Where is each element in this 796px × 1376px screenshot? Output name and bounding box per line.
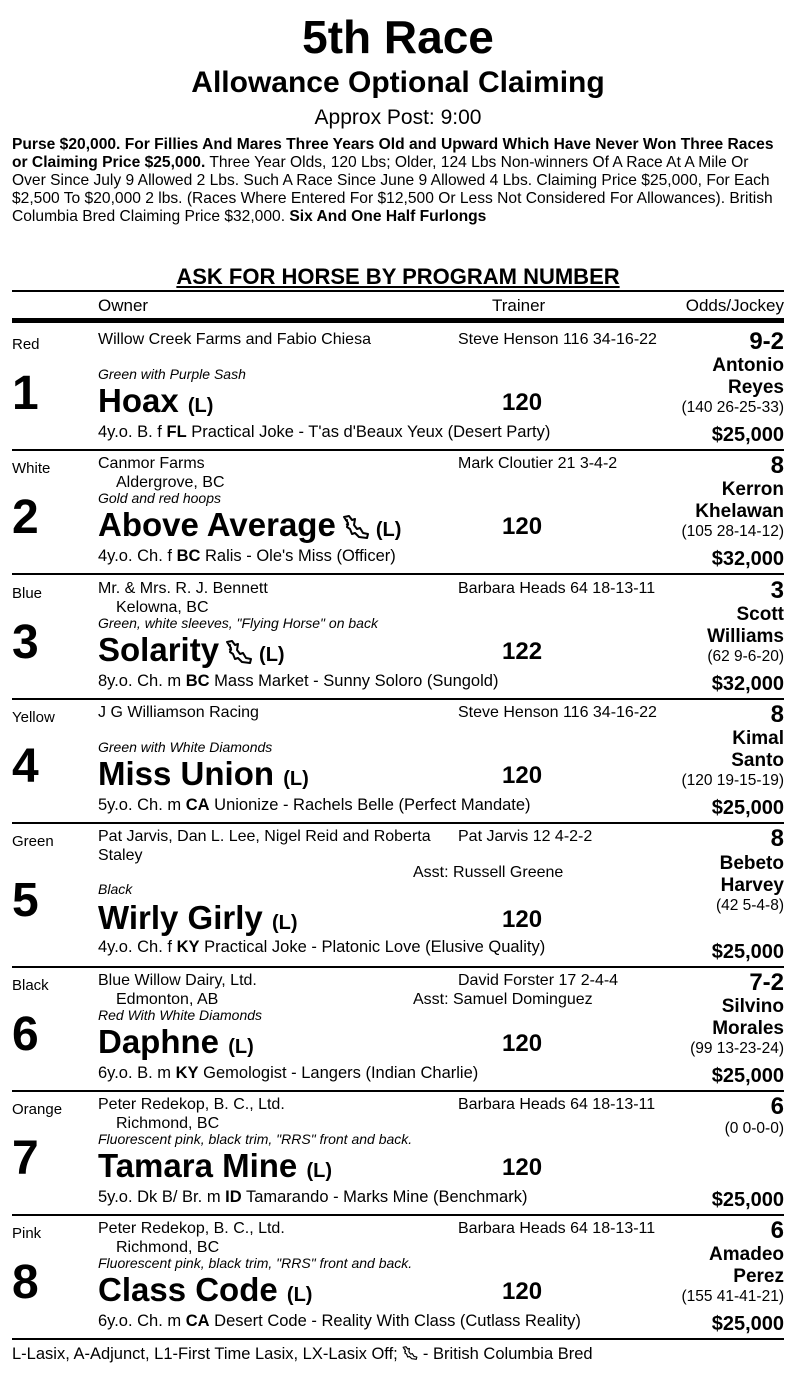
odds-jockey-column-header: Odds/Jockey [685, 296, 784, 315]
pedigree [98, 1063, 478, 1083]
horse-name-text: Daphne [98, 1023, 220, 1060]
pedigree [98, 671, 498, 691]
trainer: Barbara Heads 64 18-13-11 [458, 1220, 656, 1237]
entry-row [12, 450, 784, 574]
saddlecloth-color: Green [12, 833, 54, 850]
jockey-first-name: Scott [736, 604, 784, 625]
owner: Blue Willow Dairy, Ltd. [98, 972, 257, 989]
silks: Fluorescent pink, black trim, "RRS" front and back. [98, 1131, 413, 1147]
breeding-location: KY [176, 938, 200, 956]
saddlecloth-color: Yellow [12, 709, 55, 726]
legend-bc-text: - British Columbia Bred [418, 1345, 593, 1363]
legend [12, 1344, 593, 1364]
horse-name [98, 1271, 312, 1314]
medication: (L) [228, 1036, 254, 1058]
silks: Red With White Diamonds [98, 1007, 263, 1023]
race-subtitle: Allowance Optional Claiming [191, 66, 605, 99]
pedigree [98, 1311, 581, 1331]
medication: (L) [271, 912, 298, 934]
age-sex: 6y.o. B. m [98, 1064, 176, 1082]
sire-dam: Ralis - Ole's Miss (Officer) [200, 547, 396, 565]
horse-name [98, 899, 297, 942]
jockey-last-name: Morales [712, 1018, 784, 1039]
jockey-first-name: Silvino [721, 996, 784, 1017]
race-conditions [12, 136, 784, 226]
post-time: Approx Post: 9:00 [314, 106, 482, 129]
british-columbia-bred-icon [342, 514, 370, 540]
morning-line-odds: 8 [770, 825, 784, 852]
horse-name-text: Solarity [98, 631, 220, 668]
morning-line-odds: 8 [770, 452, 784, 479]
medication: (L) [286, 1284, 313, 1306]
owner-location: Kelowna, BC [116, 599, 209, 616]
trainer: Barbara Heads 64 18-13-11 [458, 1096, 656, 1113]
weight: 120 [502, 1154, 543, 1181]
entry-divider [12, 1338, 784, 1340]
jockey-first-name: Kerron [721, 479, 784, 500]
british-columbia-bred-icon [402, 1345, 418, 1361]
pedigree [98, 1187, 527, 1207]
claiming-price: $32,000 [711, 548, 784, 570]
weight: 120 [502, 906, 543, 933]
horse-name [98, 1147, 332, 1190]
medication: (L) [375, 519, 402, 541]
age-sex: 5y.o. Dk B/ Br. m [98, 1188, 226, 1206]
claiming-price: $25,000 [711, 797, 784, 819]
jockey-stats: (105 28-14-12) [681, 523, 784, 540]
horse-name-text: Wirly Girly [98, 899, 263, 936]
breeding-location: KY [175, 1064, 199, 1082]
owner: Peter Redekop, B. C., Ltd. [98, 1220, 285, 1237]
assistant-trainer: Asst: Samuel Dominguez [413, 991, 593, 1008]
owner-location: Richmond, BC [116, 1115, 220, 1132]
jockey-last-name: Khelawan [695, 501, 784, 522]
claiming-price: $25,000 [711, 424, 784, 446]
weight: 122 [502, 638, 543, 665]
jockey-last-name: Williams [707, 626, 784, 647]
trainer: Barbara Heads 64 18-13-11 [458, 580, 656, 597]
morning-line-odds: 6 [770, 1217, 784, 1244]
saddlecloth-color: Pink [12, 1225, 42, 1242]
sire-dam: Unionize - Rachels Belle (Perfect Mandate) [209, 796, 531, 814]
jockey-last-name: Santo [731, 750, 784, 771]
age-sex: 4y.o. Ch. f [98, 547, 177, 565]
claiming-price: $25,000 [711, 1189, 784, 1211]
saddlecloth-color: Red [12, 336, 40, 353]
sire-dam: Gemologist - Langers (Indian Charlie) [198, 1064, 479, 1082]
program-number: 7 [12, 1132, 39, 1185]
pedigree [98, 937, 545, 957]
program-number: 8 [12, 1256, 39, 1309]
silks: Green, white sleeves, "Flying Horse" on back [98, 615, 378, 631]
claiming-price: $25,000 [711, 1065, 784, 1087]
jockey-stats: (120 19-15-19) [681, 772, 784, 789]
program-number: 5 [12, 874, 39, 927]
program-number: 2 [12, 491, 39, 544]
owner-location: Aldergrove, BC [116, 474, 225, 491]
horse-name [98, 755, 309, 798]
owner-location: Richmond, BC [116, 1239, 220, 1256]
saddlecloth-color: Black [12, 977, 49, 994]
sire-dam: Practical Joke - T'as d'Beaux Yeux (Desert Party) [186, 423, 551, 441]
silks: Green with Purple Sash [98, 366, 246, 382]
jockey-stats: (155 41-41-21) [681, 1288, 784, 1305]
banner-rule [12, 290, 784, 292]
weight: 120 [502, 1278, 543, 1305]
entry-row [12, 967, 784, 1091]
saddlecloth-color: White [12, 460, 51, 477]
claiming-price: $32,000 [711, 673, 784, 695]
jockey-last-name: Reyes [728, 377, 784, 398]
breeding-location: BC [176, 547, 201, 565]
age-sex: 5y.o. Ch. m [98, 796, 186, 814]
claiming-price: $25,000 [711, 1313, 784, 1335]
pedigree [98, 795, 531, 815]
entry-row [12, 1091, 784, 1215]
age-sex: 4y.o. Ch. f [98, 938, 177, 956]
jockey-stats: (0 0-0-0) [724, 1120, 784, 1137]
morning-line-odds: 9-2 [749, 328, 784, 355]
owner-column-header: Owner [98, 296, 149, 315]
horse-name-text: Class Code [98, 1271, 278, 1308]
breeding-location: ID [225, 1188, 242, 1206]
jockey-last-name: Harvey [720, 875, 784, 896]
horse-name-text: Tamara Mine [98, 1147, 298, 1184]
morning-line-odds: 6 [770, 1093, 784, 1120]
trainer: David Forster 17 2-4-4 [458, 972, 619, 989]
silks: Green with White Diamonds [98, 739, 273, 755]
silks: Black [98, 881, 133, 897]
weight: 120 [502, 1030, 543, 1057]
race-title: 5th Race [302, 11, 494, 63]
legend-text: L-Lasix, A-Adjunct, L1-First Time Lasix, LX-Lasix Off; [12, 1345, 403, 1363]
entry-row [12, 699, 784, 823]
silks: Fluorescent pink, black trim, "RRS" front and back. [98, 1255, 413, 1271]
morning-line-odds: 8 [770, 701, 784, 728]
entry-row [12, 1215, 784, 1339]
age-sex: 6y.o. Ch. m [98, 1312, 186, 1330]
horse-name-text: Above Average [98, 506, 336, 543]
sire-dam: Desert Code - Reality With Class (Cutlass Reality) [209, 1312, 581, 1330]
sire-dam: Mass Market - Sunny Soloro (Sungold) [209, 672, 499, 690]
silks: Gold and red hoops [98, 490, 221, 506]
morning-line-odds: 3 [770, 577, 784, 604]
breeding-location: FL [166, 423, 187, 441]
trainer-column-header: Trainer [492, 296, 546, 315]
horse-name [98, 631, 285, 674]
horse-name-text: Hoax [98, 382, 179, 419]
jockey-first-name: Antonio [712, 355, 784, 376]
owner: J G Williamson Racing [98, 704, 259, 721]
british-columbia-bred-icon [225, 639, 253, 665]
trainer: Mark Cloutier 21 3-4-2 [458, 455, 618, 472]
owner: Willow Creek Farms and Fabio Chiesa [98, 331, 371, 348]
entry-row [12, 326, 784, 450]
age-sex: 4y.o. B. f [98, 423, 167, 441]
owner: Peter Redekop, B. C., Ltd. [98, 1096, 285, 1113]
breeding-location: CA [185, 796, 210, 814]
weight: 120 [502, 762, 543, 789]
medication: (L) [187, 395, 214, 417]
jockey-first-name: Amadeo [709, 1244, 784, 1265]
sire-dam: Tamarando - Marks Mine (Benchmark) [241, 1188, 528, 1206]
entry-row [12, 823, 784, 967]
jockey-first-name: Kimal [732, 728, 784, 749]
horse-name-text: Miss Union [98, 755, 275, 792]
saddlecloth-color: Blue [12, 585, 43, 602]
program-number-banner: ASK FOR HORSE BY PROGRAM NUMBER [176, 264, 620, 289]
owner: Pat Jarvis, Dan L. Lee, Nigel Reid and Roberta [98, 828, 431, 845]
horse-name [98, 1023, 254, 1066]
entry-row [12, 575, 784, 699]
owner-continued: Staley [98, 847, 143, 864]
program-number: 6 [12, 1008, 39, 1061]
program-number: 3 [12, 616, 39, 669]
program-number: 1 [12, 367, 39, 420]
age-sex: 8y.o. Ch. m [98, 672, 186, 690]
weight: 120 [502, 389, 543, 416]
medication: (L) [259, 644, 285, 666]
conditions-body: Three Year Olds, 120 Lbs; Older, 124 Lbs Non-winners Of A Race At A Mile Or Over Since July 9 Allowed 2 Lbs. Such A Race Since June 9 Allowed 4 Lbs. Claiming Price $25,000, For Each $2,500 To $20,000 2 lbs. (Races Where Entered For $12,500 Or Less Not Considered For Allowances). British Columbia Bred Claiming Price $32,000. [12, 154, 773, 225]
jockey-stats: (140 26-25-33) [681, 399, 784, 416]
trainer: Steve Henson 116 34-16-22 [458, 704, 657, 721]
trainer: Pat Jarvis 12 4-2-2 [458, 828, 593, 845]
medication: (L) [283, 768, 309, 790]
weight: 120 [502, 513, 543, 540]
trainer: Steve Henson 116 34-16-22 [458, 331, 657, 348]
owner-location: Edmonton, AB [116, 991, 219, 1008]
assistant-trainer: Asst: Russell Greene [413, 864, 564, 881]
header-rule [12, 318, 784, 323]
conditions-distance: Six And One Half Furlongs [289, 208, 487, 225]
saddlecloth-color: Orange [12, 1101, 63, 1118]
program-number: 4 [12, 740, 39, 793]
breeding-location: BC [185, 672, 210, 690]
horse-name [98, 506, 401, 549]
pedigree [98, 546, 396, 566]
conditions-purse: Purse $20,000. For Fillies And Mares Three Years Old and Upward Which Have Never Won Three Races or Claiming Price $25,000. [12, 136, 774, 171]
breeding-location: CA [185, 1312, 210, 1330]
horse-name [98, 382, 213, 425]
jockey-stats: (42 5-4-8) [715, 897, 784, 914]
jockey-last-name: Perez [733, 1266, 784, 1287]
medication: (L) [306, 1160, 333, 1182]
jockey-stats: (62 9-6-20) [707, 648, 784, 665]
morning-line-odds: 7-2 [749, 969, 784, 996]
owner: Mr. & Mrs. R. J. Bennett [98, 580, 268, 597]
pedigree [98, 422, 550, 442]
owner: Canmor Farms [98, 455, 205, 472]
jockey-first-name: Bebeto [719, 853, 784, 874]
claiming-price: $25,000 [711, 941, 784, 963]
sire-dam: Practical Joke - Platonic Love (Elusive Quality) [199, 938, 546, 956]
jockey-stats: (99 13-23-24) [690, 1040, 784, 1057]
